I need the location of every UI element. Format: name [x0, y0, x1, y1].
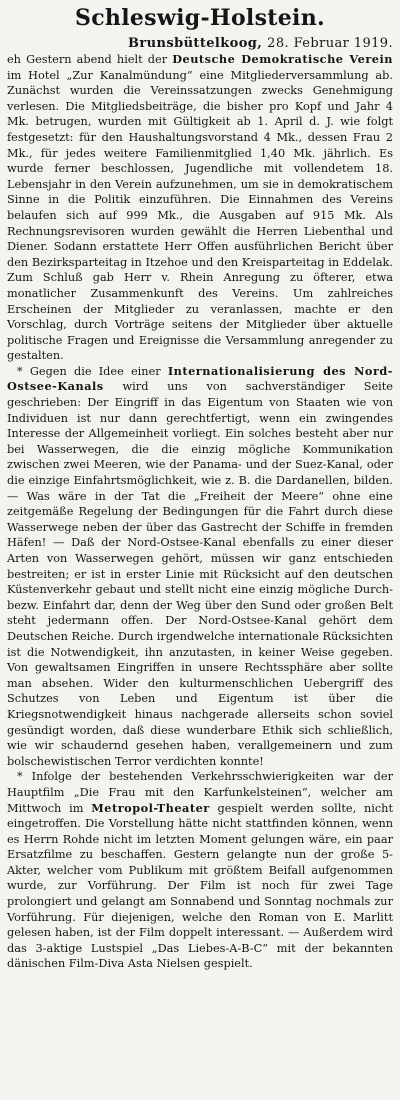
article3-intro: * Infolge der bestehenden Verkehrsschwierigkeiten war der Hauptfilm „Die Frau mit den Karfunkelsteinen“, welcher am Mittwoch im: [7, 770, 393, 815]
dateline-place: Brunsbüttelkoog,: [128, 36, 263, 51]
article-metropol-theater: [7, 769, 393, 972]
canal-headline: Internationalisierung des Nord-Ostsee-Kanals: [7, 363, 393, 394]
article-kiel-canal: [7, 364, 393, 769]
section-headline: Schleswig-Holstein.: [75, 5, 325, 31]
dateline: [7, 36, 393, 52]
article2-intro: * Gegen die Idee einer: [17, 364, 168, 378]
association-name: Deutsche Demokratische Verein: [172, 52, 393, 66]
article2-body: wird uns von sachverständiger Seite geschrieben: Der Eingriff in das Eigentum von Staaten wie von Individuen ist nur dann gerechtfertigt, wenn ein zwingendes Interesse der Allgemeinheit vorliegt. Ein solches besteht aber nur bei Wasserwegen, die die einzig mögliche Kommunikation zwischen zwei Meeren, wie der Panama- und der Suez-Kanal, oder die einzige Einfahrtsmöglichkeit, wie z. B. die Dardanellen, bilden. — Was wäre in der Tat die „Freiheit der Meere“ ohne eine zeitgemäße Regelung der Bedingungen für die Fahrt durch diese Wasserwege neben der über das Gastrecht der Schiffe in fremden Häfen! — Daß der Nord-Ostsee-Kanal ebenfalls zu einer dieser Arten von Wasserwegen gehört, müssen wir ganz entschieden bestreiten; er ist in erster Linie mit Rücksicht auf den deutschen Küstenverkehr gebaut und stellt nicht eine einzig mögliche Durch- bezw. Einfahrt dar, denn der Weg über den Sund oder großen Belt steht jedermann offen. Der Nord-Ostsee-Kanal gehört dem Deutschen Reiche. Durch irgendwelche internationale Rücksichten ist die Notwendigkeit, ihn anzutasten, in keiner Weise gegeben. Von gewaltsamen Eingriffen in unsere Rechtssphäre aber sollte man absehen. Wider den kulturmenschlichen Uebergriff des Schutzes von Leben und Eigentum ist über die Kriegsnotwendigkeit hinaus nachgerade allerseits schon soviel gesündigt worden, daß diese wunderbare Ethik sich schließlich, wie wir schaudernd gesehen haben, verallgemeinern und zum bolschewistischen Terror verdichten konnte!: [7, 380, 393, 768]
article1-body: Zunächst wurden die Vereinssatzungen zwecks Genehmigung verlesen. Die Mitgliedsbeiträge, die bisher pro Kopf und Jahr 4 Mk. betrugen, wurden mit Gültigkeit ab 1. April d. J. wie folgt festgesetzt: für den Haushaltungsvorstand 4 Mk., dessen Frau 2 Mk., für jedes weitere Familienmitglied 1,40 Mk. jährlich. Es wurde ferner beschlossen, Jugendliche mit vollendetem 18. Lebensjahr in den Verein aufzunehmen, um sie in demokratischem Sinne in die Politik einzuführen. Die Einnahmen des Vereins belaufen sich auf 999 Mk., die Ausgaben auf 915 Mk. Als Rechnungsrevisoren wurden gewählt die Herren Liebenthal und Diener. Sodann erstattete Herr Offen ausführlichen Bericht über den Bezirksparteitag in Itzehoe und den Kreisparteitag in Eddelak. Zum Schluß gab Herr v. Rhein Anregung zu öfterer, etwa monatlicher Zusammenkunft des Vereins. Um zahlreiches Erscheinen der Mitglieder zu veranlassen, machte er den Vorschlag, durch Vorträge seitens der Mitglieder über aktuelle politische Fragen und Ereignisse die Versammlung anregender zu gestalten.: [7, 84, 393, 363]
dateline-date: 28. Februar 1919.: [267, 36, 393, 51]
article-democratic-association: [7, 52, 393, 364]
article1-meeting: im Hotel „Zur Kanalmündung“ eine Mitgliederversammlung ab.: [7, 68, 393, 82]
article1-intro: eh Gestern abend hielt der: [7, 53, 173, 66]
theater-name: Metropol-Theater: [91, 800, 210, 815]
article3-body: gespielt werden sollte, nicht eingetroffen. Die Vorstellung hätte nicht stattfinden können, wenn es Herrn Rohde nicht im letzten Moment gelungen wäre, ein paar Ersatzfilme zu beschaffen. Gestern gelangte nun der große 5-Akter, welcher vom Publikum mit größtem Beifall aufgenommen wurde, zur Vorführung. Der Film ist noch für zwei Tage prolongiert und gelangt am Sonnabend und Sonntag nochmals zur Vorführung. Für diejenigen, welche den Roman von E. Marlitt gelesen haben, ist der Film doppelt interessant. — Außerdem wird das 3-aktige Lustspiel „Das Liebes-A-B-C“ mit der bekannten dänischen Film-Diva Asta Nielsen gespielt.: [7, 801, 394, 971]
